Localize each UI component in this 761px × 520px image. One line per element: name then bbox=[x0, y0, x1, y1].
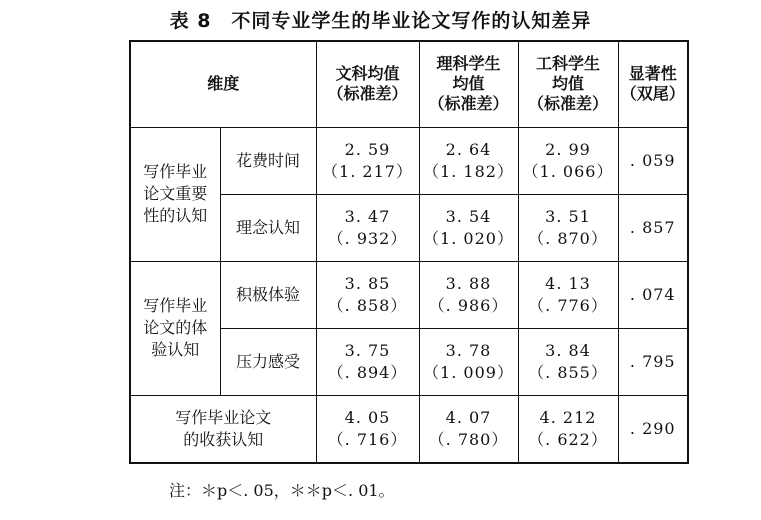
table-title: 表 8 不同专业学生的毕业论文写作的认知差异 bbox=[169, 10, 592, 32]
sig-cell: . 074 bbox=[618, 261, 688, 328]
arts-cell: 3. 47 （. 932） bbox=[316, 194, 419, 261]
table-row bbox=[130, 395, 688, 463]
group-label: 写作毕业 论文的体 验认知 bbox=[130, 261, 220, 395]
table-row bbox=[130, 261, 688, 328]
arts-cell: 3. 85 （. 858） bbox=[316, 261, 419, 328]
sig-cell: . 795 bbox=[618, 328, 688, 395]
row-name: 花费时间 bbox=[220, 127, 316, 194]
table-row bbox=[130, 127, 688, 194]
engineering-cell: 4. 212 （. 622） bbox=[518, 395, 618, 463]
header-dimension: 维度 bbox=[130, 41, 316, 127]
table-note: 注：＊p＜. 05，＊＊p＜. 01。 bbox=[169, 481, 395, 500]
arts-cell: 2. 59 （1. 217） bbox=[316, 127, 419, 194]
header-significance: 显著性 （双尾） bbox=[618, 41, 688, 127]
engineering-cell: 4. 13 （. 776） bbox=[518, 261, 618, 328]
science-cell: 3. 54 （1. 020） bbox=[419, 194, 518, 261]
row-name: 理念认知 bbox=[220, 194, 316, 261]
header-engineering: 工科学生 均值 （标准差） bbox=[518, 41, 618, 127]
header-row bbox=[130, 41, 688, 127]
arts-cell: 3. 75 （. 894） bbox=[316, 328, 419, 395]
sig-cell: . 290 bbox=[618, 395, 688, 463]
engineering-cell: 2. 99 （1. 066） bbox=[518, 127, 618, 194]
row-name: 积极体验 bbox=[220, 261, 316, 328]
science-cell: 2. 64 （1. 182） bbox=[419, 127, 518, 194]
comparison-table bbox=[129, 40, 689, 464]
group-label: 写作毕业 论文重要 性的认知 bbox=[130, 127, 220, 261]
row-name: 压力感受 bbox=[220, 328, 316, 395]
group-label: 写作毕业论文 的收获认知 bbox=[130, 395, 316, 463]
sig-cell: . 059 bbox=[618, 127, 688, 194]
engineering-cell: 3. 51 （. 870） bbox=[518, 194, 618, 261]
header-science: 理科学生 均值 （标准差） bbox=[419, 41, 518, 127]
science-cell: 3. 78 （1. 009） bbox=[419, 328, 518, 395]
sig-cell: . 857 bbox=[618, 194, 688, 261]
science-cell: 3. 88 （. 986） bbox=[419, 261, 518, 328]
arts-cell: 4. 05 （. 716） bbox=[316, 395, 419, 463]
engineering-cell: 3. 84 （. 855） bbox=[518, 328, 618, 395]
science-cell: 4. 07 （. 780） bbox=[419, 395, 518, 463]
header-arts: 文科均值 （标准差） bbox=[316, 41, 419, 127]
